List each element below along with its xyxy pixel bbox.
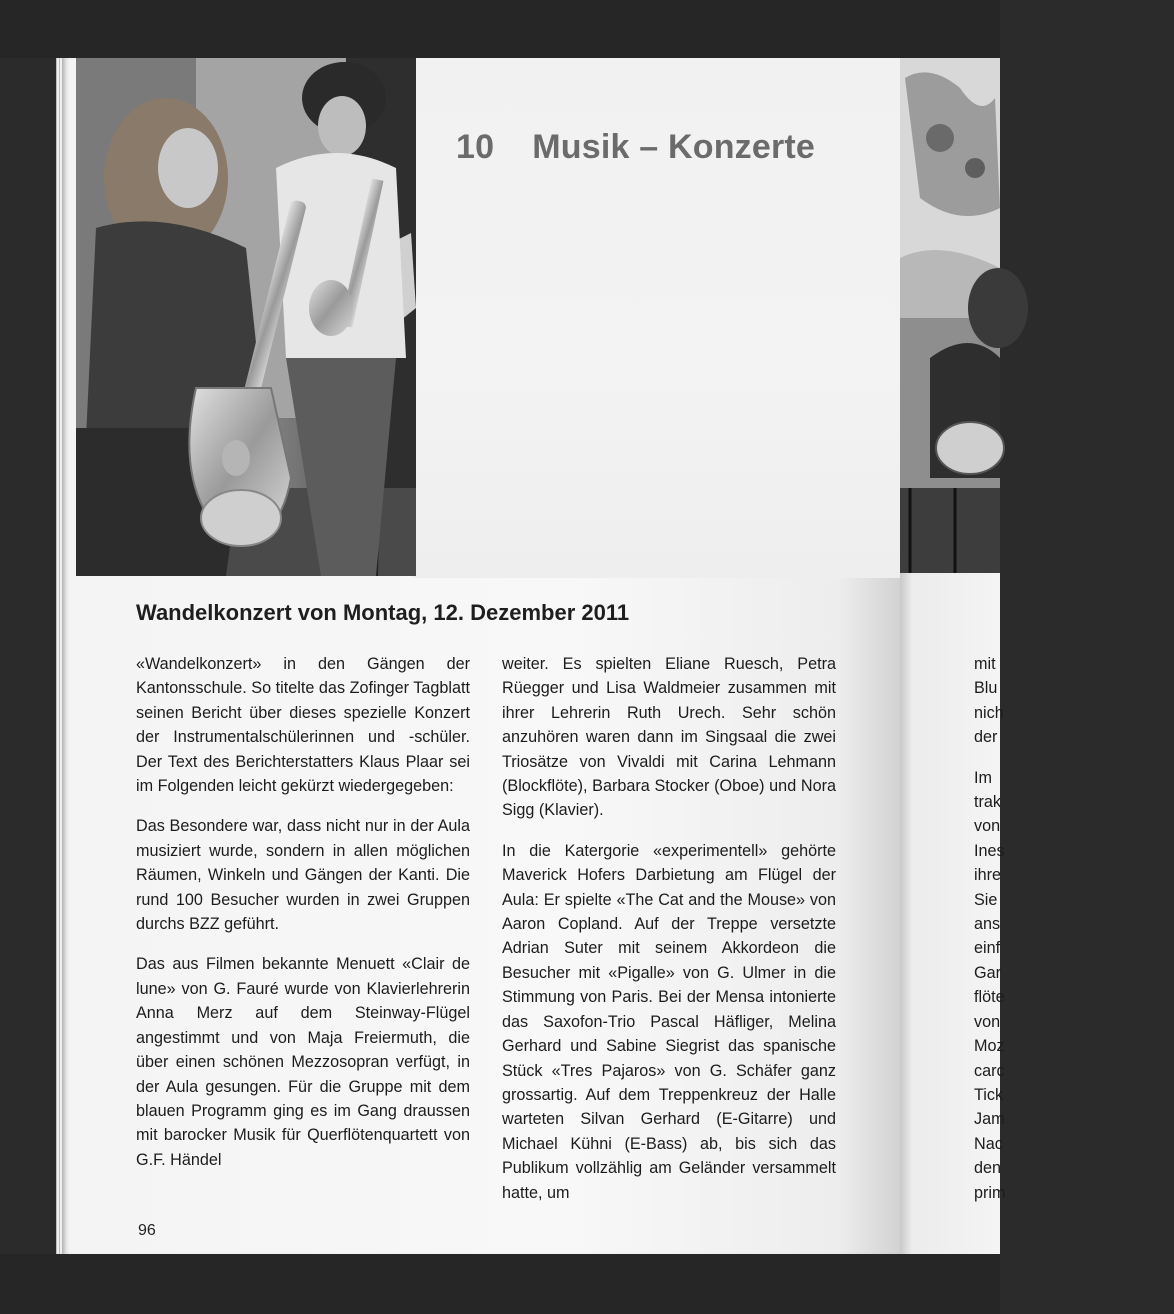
text-column-left [136,652,470,1188]
text-fragment: Im [974,768,992,787]
scanner-background-bottom [0,1254,1000,1314]
text-fragment: mit [974,655,996,673]
text-fragment: der [974,728,998,747]
text-fragment: ans [974,915,1001,934]
paragraph-gap [974,750,1174,766]
paragraph: «Wandelkonzert» in den Gängen der Kantonsschule. So titelte das Zofinger Tagblatt seinen Bericht über dieses spezielle Konzert der Instrumentalschülerinnen und -schüler. Der Text des Berichterstatters Klaus Plaar sei im Folgenden leicht gekürzt wiedergegeben: [136,655,470,796]
text-fragment: nich [974,703,1004,722]
text-fragment: Ines [974,841,1005,860]
paragraph: Das Besondere war, dass nicht nur in der Aula musiziert wurde, sondern in allen möglichen Räumen, Winkeln und Gängen der Kanti. Die rund 100 Besucher wurden in zwei Gruppen durchs BZZ geführt. [136,817,470,934]
chapter-title-text: Musik – Konzerte [532,128,816,166]
text-fragment: Nac [974,1134,1003,1153]
chapter-title [456,128,876,167]
text-fragment: Blu [974,679,998,698]
text-fragment: Tick [974,1085,1004,1104]
chapter-number: 10 [456,128,495,166]
text-fragment: ihre [974,866,1001,885]
paragraph: In die Katergorie «experimentell» gehörte Maverick Hofers Darbietung am Flügel der Aula: Er spielte «The Cat and the Mouse» von Aaron Copland. Auf der Treppe versetzte Adrian Suter mit seinem Akkordeon die Besucher mit «Pigalle» von G. Ulmer in die Stimmung von Paris. Bei der Mensa intonierte das Saxofon-Trio Pascal Häfliger, Melina Gerhard und Sabine Siegrist das spanische Stück «Tres Pajaros» von G. Schäfer ganz grossartig. Auf dem Treppenkreuz der Halle warteten Silvan Gerhard (E-Gitarre) und Michael Kühni (E-Bass) ab, bis sich das Publikum vollzählig am Geländer versammelt hatte, um [502,841,836,1202]
guitar-player-photo [900,58,1000,573]
scanner-background-top [0,0,1000,58]
saxophone-players-photo [76,58,416,576]
paragraph: weiter. Es spielten Eliane Ruesch, Petra Rüegger und Lisa Waldmeier zusammen mit ihrer Lehrerin Ruth Urech. Sehr schön anzuhören waren dann im Singsaal die zwei Triosätze von Vivaldi mit Carina Lehmann (Blockflöte), Barbara Stocker (Oboe) und Nora Sigg (Klavier). [502,655,836,820]
paragraph: Das aus Filmen bekannte Menuett «Clair de lune» von G. Fauré wurde von Klavierlehrerin Anna Merz auf dem Steinway-Flügel angestimmt und von Maja Freiermuth, die über einen schönen Mezzosopran verfügt, in der Aula gesungen. Für die Gruppe mit dem blauen Programm ging es im Gang draussen mit barocker Musik für Querflötenquartett von G.F. Händel [136,955,470,1169]
text-fragment: Moz [974,1037,1005,1056]
text-fragment: den [974,1159,1002,1178]
next-page-text-fragments [974,652,1174,1205]
next-page-partial [900,58,1006,1254]
text-fragment: prim [974,1183,1006,1202]
text-column-right [502,652,836,1221]
text-fragment: Jam [974,1110,1005,1129]
text-fragment: trak [974,793,1001,812]
text-fragment: flöte [974,988,1005,1007]
text-fragment: carc [974,1061,1005,1080]
text-fragment: von [974,817,1001,836]
text-fragment: von [974,1012,1001,1031]
text-fragment: Sie [974,890,998,909]
section-heading: Wandelkonzert von Montag, 12. Dezember 2011 [136,600,630,625]
text-fragment: einf [974,939,1001,958]
page-number: 96 [138,1222,156,1239]
text-fragment: Gar [974,963,1001,982]
